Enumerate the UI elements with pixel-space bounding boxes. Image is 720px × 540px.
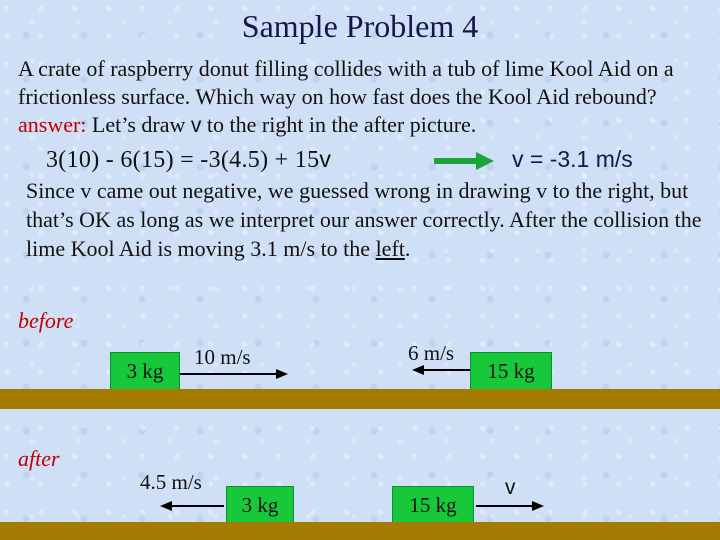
before-tub-velocity: 6 m/s	[408, 341, 455, 365]
before-label: before	[18, 308, 74, 333]
answer-variable: v	[190, 114, 202, 137]
result-text: v = -3.1 m/s	[512, 146, 633, 172]
before-ground	[0, 389, 720, 409]
answer-label: answer:	[18, 112, 87, 137]
before-tub-box	[470, 352, 552, 390]
after-tub-mass: 15 kg	[409, 492, 457, 517]
before-tub-arrow-icon	[412, 364, 472, 376]
equation-result	[512, 146, 633, 174]
before-crate-box	[110, 352, 180, 390]
after-crate-box	[226, 486, 294, 524]
explanation-end: .	[404, 236, 411, 261]
answer-text-pre: Let’s draw	[86, 112, 191, 137]
equation-variable: v	[319, 146, 332, 172]
momentum-equation	[46, 146, 331, 174]
equation-lhs: 3(10) - 6(15) = -3(4.5) + 15	[46, 147, 320, 173]
problem-statement	[18, 55, 708, 140]
explanation-underlined: left	[375, 236, 405, 261]
answer-text-post: to the right in the after picture.	[201, 112, 477, 137]
implies-arrow-icon	[432, 150, 496, 172]
after-tub-velocity: v	[505, 476, 516, 499]
explanation	[26, 176, 710, 263]
after-tub-arrow-icon	[474, 500, 546, 512]
after-crate-mass: 3 kg	[241, 492, 279, 517]
before-crate-mass: 3 kg	[126, 358, 164, 383]
explanation-text: Since v came out negative, we guessed wrong in drawing v to the right, but that’s OK as long as we interpret our answer correctly. After the collision the lime Kool Aid is moving 3.1 m/s to the	[26, 178, 702, 261]
before-crate-velocity: 10 m/s	[194, 345, 251, 369]
after-ground	[0, 522, 720, 540]
problem-text: A crate of raspberry donut filling collides with a tub of lime Kool Aid on a frictionless surface. Which way on how fast does the Kool Aid rebound?	[18, 56, 674, 109]
before-crate-arrow-icon	[178, 368, 290, 380]
before-tub-mass: 15 kg	[487, 358, 535, 383]
slide-title: Sample Problem 4	[241, 8, 479, 44]
after-crate-arrow-icon	[160, 500, 226, 512]
after-label: after	[18, 446, 60, 471]
after-crate-velocity: 4.5 m/s	[140, 470, 202, 494]
after-tub-box	[392, 486, 474, 524]
